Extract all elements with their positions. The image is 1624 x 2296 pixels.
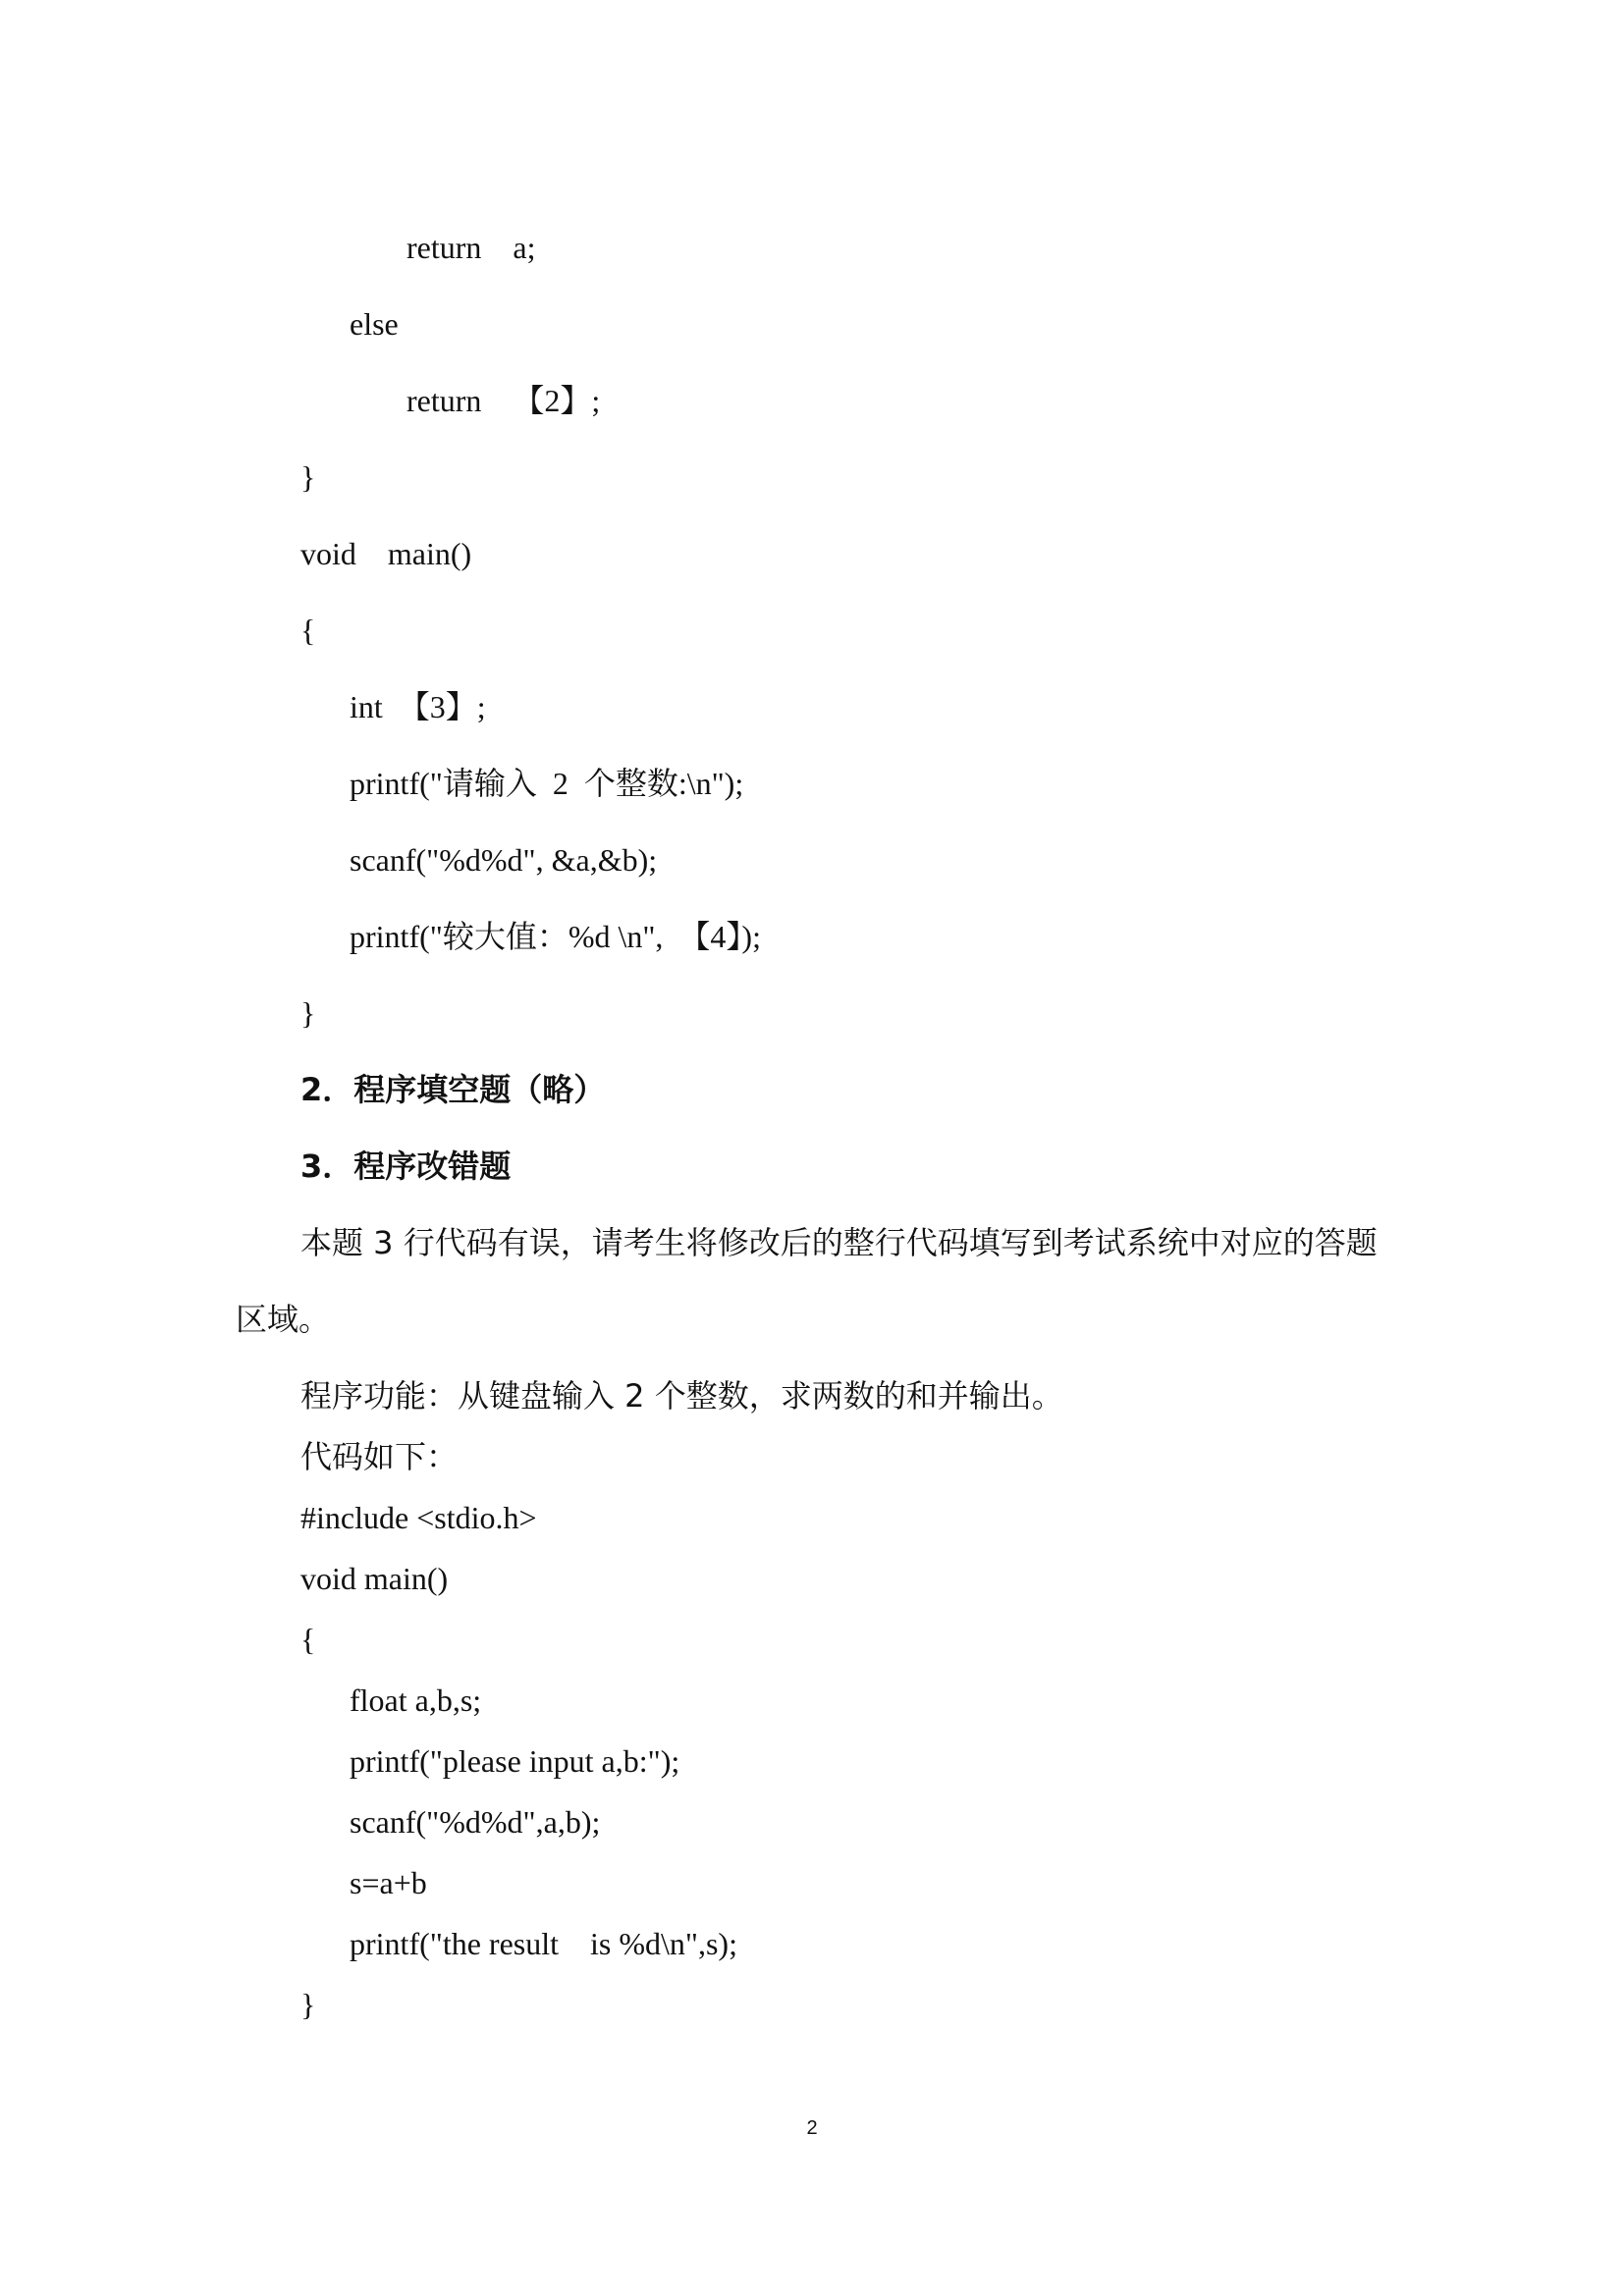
paragraph-program-function: 程序功能：从键盘输入 2 个整数，求两数的和并输出。 [300, 1377, 1063, 1415]
code-line-close-brace-2: } [300, 1987, 316, 2022]
code-line-sum: s=a+b [350, 1865, 427, 1900]
code-line-void-main: void main() [300, 536, 472, 571]
code-line-return-a: return a; [406, 230, 536, 265]
page-number: 2 [806, 2117, 818, 2139]
code-line-printf-prompt: printf("请输入 2 个整数:\n"); [350, 766, 744, 801]
section-heading-fill-blank: 2．程序填空题（略） [300, 1071, 606, 1108]
paragraph-code-label: 代码如下： [300, 1438, 459, 1475]
code-line-printf-result: printf("the result is %d\n",s); [350, 1926, 737, 1961]
code-line-close-brace-main: } [300, 995, 316, 1031]
section-heading-error-correction: 3．程序改错题 [300, 1148, 512, 1185]
code-line-include: #include <stdio.h> [300, 1500, 537, 1535]
code-line-return-blank-2: return 【2】; [406, 383, 601, 418]
code-line-open-brace: { [300, 613, 316, 648]
code-line-printf-input: printf("please input a,b:"); [350, 1743, 680, 1779]
code-line-scanf-2: scanf("%d%d",a,b); [350, 1804, 601, 1840]
code-line-float-decl: float a,b,s; [350, 1682, 482, 1718]
paragraph-instructions-line2: 区域。 [236, 1301, 331, 1338]
code-line-printf-max: printf("较大值：%d \n", 【4】); [350, 919, 761, 954]
code-line-scanf: scanf("%d%d", &a,&b); [350, 842, 658, 878]
code-line-close-brace: } [300, 459, 316, 495]
paragraph-instructions-line1: 本题 3 行代码有误，请考生将修改后的整行代码填写到考试系统中对应的答题 [300, 1224, 1378, 1261]
code-line-else: else [350, 306, 399, 342]
code-line-open-brace-2: { [300, 1622, 316, 1657]
code-line-int-blank-3: int 【3】; [350, 689, 486, 724]
code-line-void-main-2: void main() [300, 1561, 449, 1596]
